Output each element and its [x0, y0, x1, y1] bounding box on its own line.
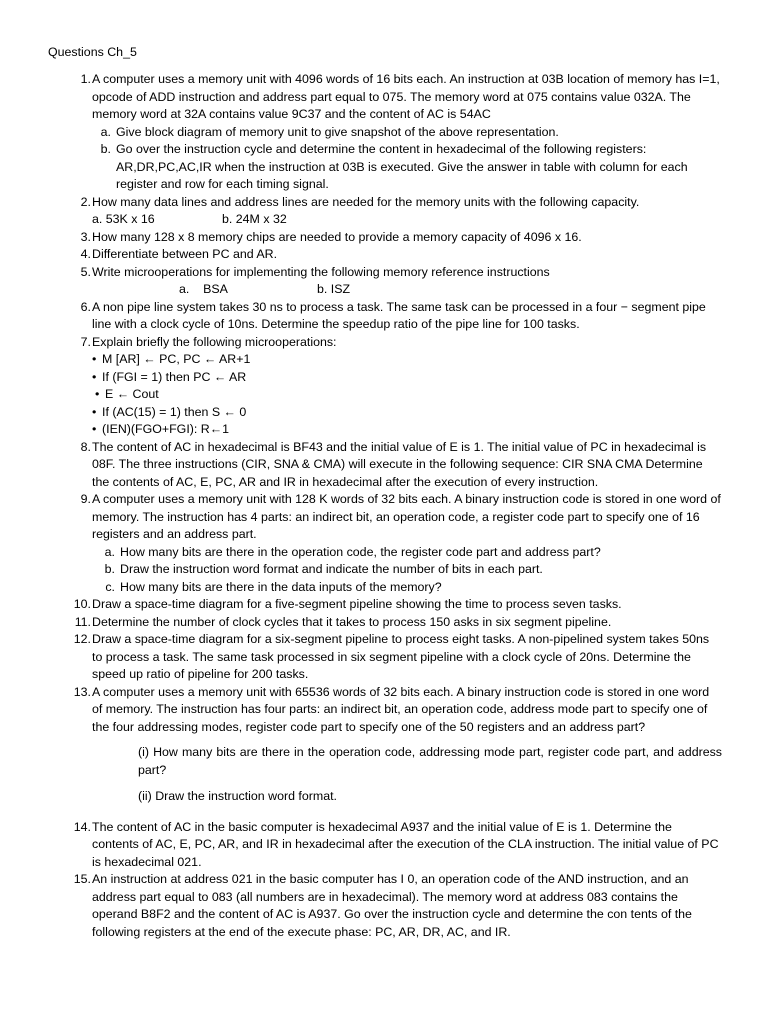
question-body — [92, 194, 722, 229]
question-number: 11. — [74, 614, 91, 629]
bullet-icon: • — [92, 422, 97, 436]
question-2 — [48, 194, 722, 229]
option-row — [92, 211, 722, 229]
question-text: A non pipe line system takes 30 ns to process a task. The same task can be processed in a four − segment pipe line with a clock cycle of 10ns. Determine the speedup ratio of the pipe line for 100 tasks. — [92, 299, 706, 331]
bullet-item — [92, 421, 722, 439]
question-text: Differentiate between PC and AR. — [92, 247, 278, 261]
bullet-item — [92, 386, 722, 404]
question-number: 13. — [73, 684, 91, 699]
bullet-text: M [AR] ← PC, PC ← AR+1 — [102, 352, 251, 366]
question-10 — [48, 596, 722, 614]
bullet-text: E ← Cout — [105, 387, 159, 401]
bullet-item — [92, 351, 722, 369]
question-13 — [48, 684, 722, 815]
question-body — [92, 334, 722, 439]
question-number: 8. — [80, 439, 91, 454]
bullet-item — [92, 369, 722, 387]
question-text: How many data lines and address lines are needed for the memory units with the following capacity. — [92, 194, 640, 209]
bullet-item — [92, 404, 722, 422]
question-12 — [48, 631, 722, 684]
question-number: 3. — [80, 229, 91, 244]
question-body — [92, 264, 722, 299]
question-3 — [48, 229, 722, 247]
question-number: 4. — [80, 247, 91, 261]
bullet-icon: • — [92, 369, 97, 384]
question-text: The content of AC in hexadecimal is BF43 and the initial value of E is 1. The initial value of PC in hexadecimal is 08F. The three instructions (CIR, SNA & CMA) will execute in the following sequence: CIR SNA CMA Determine the contents of AC, E, PC, AR and IR in hexadecimal after the execution of every instruction. — [92, 439, 707, 489]
question-list — [48, 71, 722, 941]
question-text: A computer uses a memory unit with 65536 words of 32 bits each. A binary instruction code is stored in one word of memory. The instruction has four parts: an indirect bit, an operation code, address mode part to specify one of the four addressing modes, register code part to specify one of the 50 registers and an address part? — [92, 684, 710, 734]
sub-question — [92, 579, 722, 597]
question-text: An instruction at address 021 in the basic computer has I 0, an operation code of the AND instruction, and an address part equal to 083 (all numbers are in hexadecimal). The memory word at address 083 contains the operand B8F2 and the content of AC is A937. Go over the instruction cycle and determine the con tents of the following registers at the end of the execute phase: PC, AR, DR, AC, and IR. — [92, 872, 692, 939]
question-text: Write microoperations for implementing the following memory reference instructions — [92, 264, 550, 279]
option-a: a. 53K x 16 — [92, 212, 155, 226]
option-row — [92, 281, 722, 299]
question-text: A computer uses a memory unit with 128 K words of 32 bits each. A binary instruction code is stored in one word of memory. The instruction has 4 parts: an indirect bit, an operation code, a register code part to specify one of 16 registers and an address part. — [92, 492, 721, 541]
question-text: A computer uses a memory unit with 4096 words of 16 bits each. An instruction at 03B location of memory has I=1, opcode of ADD instruction and address part equal to 075. The memory word at 075 contains value 032A. The memory word at 32A contains value 9C37 and the content of AC is 54AC — [92, 72, 720, 121]
option-b: b. ISZ — [317, 282, 351, 296]
sub-question-text: Give block diagram of memory unit to give snapshot of the above representation. — [116, 124, 559, 139]
question-body — [92, 491, 722, 596]
sub-question-label: a. — [104, 544, 115, 559]
question-5 — [48, 264, 722, 299]
question-body — [92, 71, 722, 194]
sub-question-label: b. — [104, 562, 115, 576]
sub-question-text: Go over the instruction cycle and determine the content in hexadecimal of the following registers: AR,DR,PC,AC,IR when the instruction at 03B is executed. Give the answer in table with column for each register and row for each timing signal. — [116, 142, 688, 191]
sub-question-text: How many bits are there in the data inputs of the memory? — [120, 579, 442, 594]
question-text: Explain briefly the following microoperations: — [92, 334, 337, 349]
question-body — [92, 684, 722, 815]
question-1 — [48, 71, 722, 194]
question-8 — [48, 439, 722, 492]
question-4 — [48, 246, 722, 264]
question-11 — [48, 614, 722, 632]
question-text: How many 128 x 8 memory chips are needed to provide a memory capacity of 4096 x 16. — [92, 229, 582, 244]
question-number: 15. — [73, 872, 91, 886]
bullet-icon: • — [95, 387, 100, 401]
question-part: (ii) Draw the instruction word format. — [138, 789, 337, 803]
option-b: b. 24M x 32 — [222, 212, 287, 226]
question-text: Determine the number of clock cycles that it takes to process 150 asks in six segment pipeline. — [92, 614, 612, 629]
bullet-text: If (AC(15) = 1) then S ← 0 — [102, 404, 247, 419]
bullet-text: If (FGI = 1) then PC ← AR — [102, 369, 247, 384]
question-number: 5. — [80, 264, 91, 279]
question-text: Draw a space-time diagram for a six-segment pipeline to process eight tasks. A non-pipelined system takes 50ns to process a task. The same task processed in six segment pipeline with a clock cycle of 20ns. Determine the speed up ratio of pipeline for 200 tasks. — [92, 632, 710, 681]
question-7 — [48, 334, 722, 439]
sub-question — [92, 141, 722, 194]
bullet-text: (IEN)(FGO+FGI): R←1 — [102, 422, 230, 436]
option-a: a. BSA — [179, 282, 228, 296]
question-text: Draw a space-time diagram for a five-segment pipeline showing the time to process seven tasks. — [92, 597, 622, 611]
question-part: (i) How many bits are there in the operation code, addressing mode part, register code part, and address part? — [138, 745, 722, 777]
sub-question-text: Draw the instruction word format and indicate the number of bits in each part. — [120, 562, 543, 576]
question-number: 9. — [80, 492, 91, 506]
sub-question — [92, 544, 722, 562]
sub-question-text: How many bits are there in the operation code, the register code part and address part? — [120, 544, 601, 559]
document-title: Questions Ch_5 — [48, 45, 137, 59]
bullet-icon: • — [92, 352, 97, 366]
question-number: 12. — [73, 632, 91, 646]
sub-question-label: c. — [105, 579, 115, 594]
sub-question — [92, 124, 722, 142]
sub-question-label: a. — [100, 124, 111, 139]
question-number: 1. — [80, 72, 91, 86]
question-6 — [48, 299, 722, 334]
question-14 — [48, 819, 722, 872]
question-15 — [48, 871, 722, 941]
sub-question-label: b. — [100, 142, 111, 156]
question-number: 7. — [80, 334, 91, 349]
question-number: 6. — [80, 299, 91, 314]
question-parts — [92, 744, 722, 806]
question-number: 14. — [73, 819, 91, 834]
question-number: 2. — [80, 194, 91, 209]
question-9 — [48, 491, 722, 596]
sub-question — [92, 561, 722, 579]
bullet-icon: • — [92, 404, 97, 419]
question-number: 10. — [73, 597, 91, 611]
question-text: The content of AC in the basic computer is hexadecimal A937 and the initial value of E is 1. Determine the contents of AC, E, PC, AR, and IR in hexadecimal after the execution of the CLA instruction. The initial value of PC is hexadecimal 021. — [92, 819, 719, 869]
